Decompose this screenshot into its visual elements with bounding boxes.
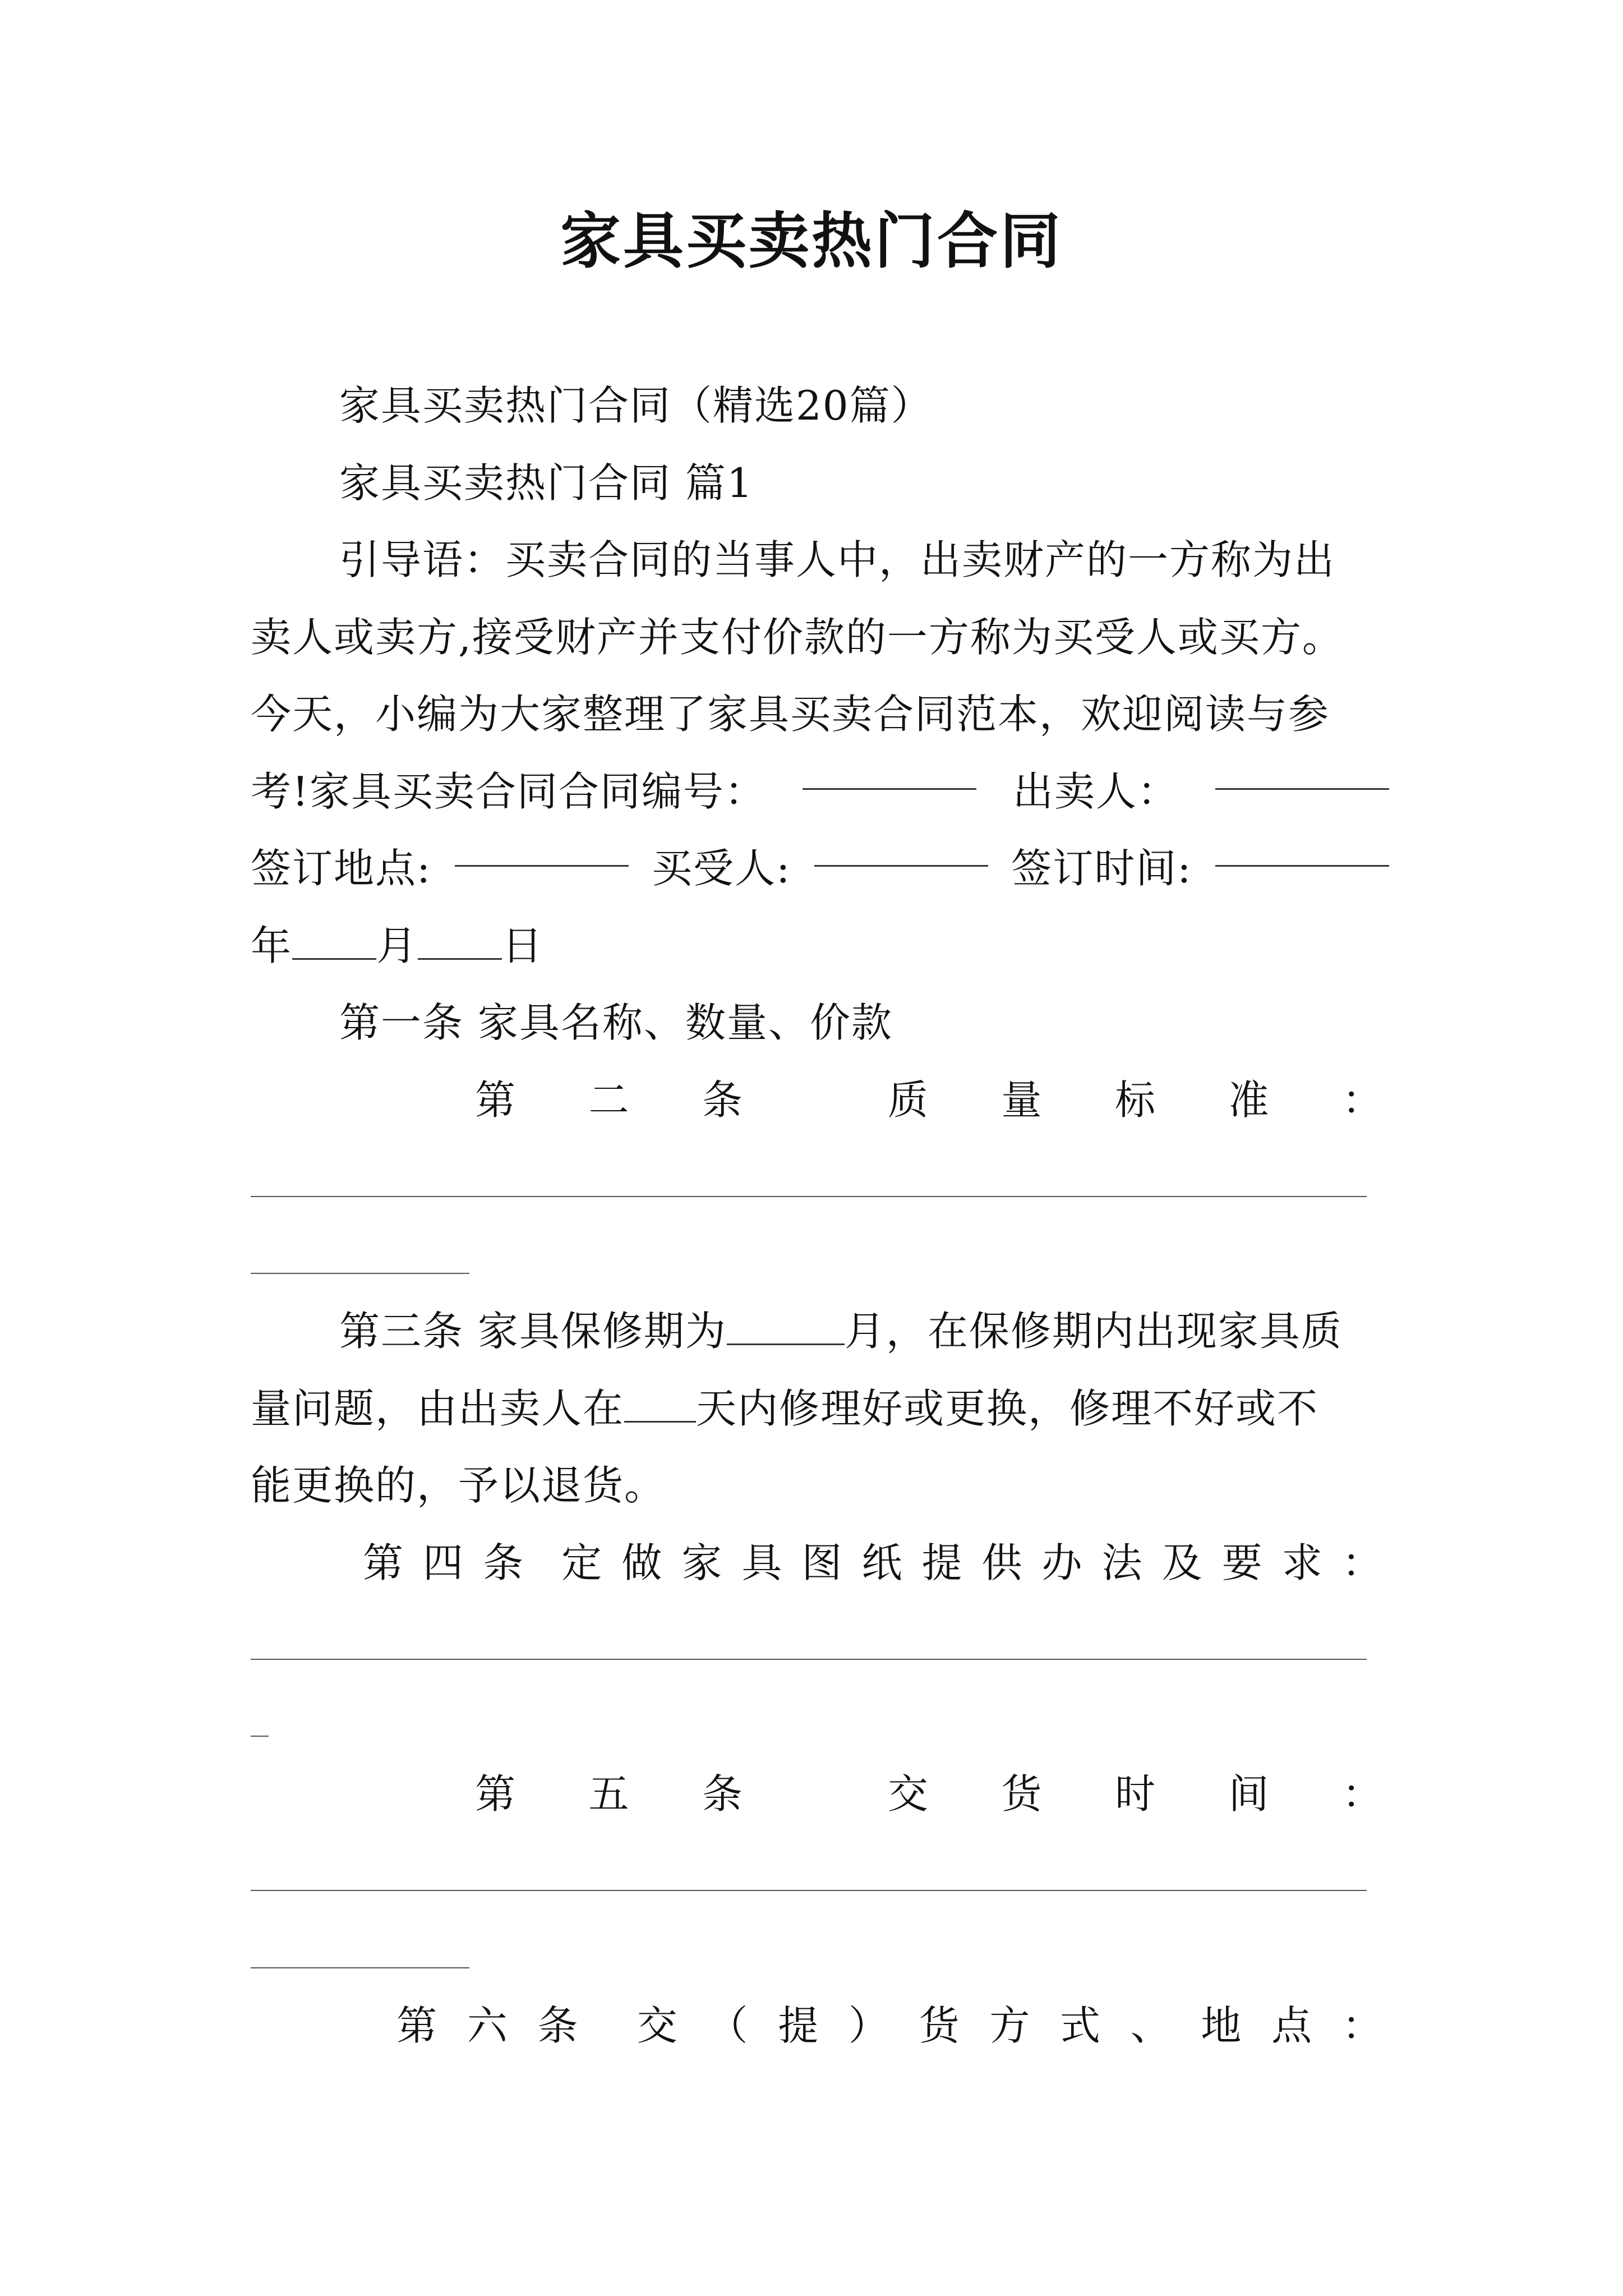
- article-4-char: 做: [621, 1539, 663, 1586]
- article-6-char: 提: [778, 2001, 820, 2049]
- article-5-fill-line-2: [251, 1910, 1389, 1987]
- article-6-char: 货: [919, 2001, 961, 2049]
- article-3-line-2: 量问题，由出卖人在 天内修理好或更换，修理不好或不: [251, 1384, 1319, 1432]
- article-5-char: 条: [702, 1770, 744, 1818]
- article-6-char: 交: [637, 2001, 679, 2049]
- article-6-char: 点: [1271, 2001, 1313, 2049]
- article-6-char: 条: [537, 2001, 579, 2049]
- article-6-char: 式: [1060, 2001, 1102, 2049]
- article-4: [251, 1525, 1389, 1602]
- subtitle: 家具买卖热门合同（精选20篇）: [339, 382, 933, 429]
- article-5-char: 第: [475, 1770, 517, 1818]
- article-5-char: 间: [1228, 1770, 1270, 1818]
- year-label: 年: [251, 922, 293, 969]
- article-4-char: 供: [981, 1539, 1023, 1586]
- meta-line-2: [251, 830, 1389, 908]
- article-3-line-3: 能更换的，予以退货。: [251, 1462, 666, 1509]
- contract-number-blank: [803, 753, 976, 790]
- article-5: [251, 1756, 1389, 1833]
- article-5-char: 时: [1114, 1770, 1156, 1818]
- contract-number-label: 考!家具买卖合同合同编号：: [251, 767, 766, 815]
- page-title: 家具买卖热门合同: [560, 206, 1063, 277]
- article-6-char: 方: [989, 2001, 1031, 2049]
- sign-time-blank: [1215, 830, 1389, 867]
- article-5-fill-line-1: [251, 1833, 1389, 1911]
- article-2-fill-line-1: [251, 1139, 1389, 1216]
- article-6: [251, 1987, 1389, 2065]
- article-2-char: 条: [702, 1076, 744, 1124]
- article-2-char: 质: [887, 1076, 929, 1124]
- article-4-char: 及: [1161, 1539, 1204, 1586]
- article-4-char: 条: [483, 1539, 525, 1586]
- article-2-char: 第: [475, 1076, 517, 1124]
- article-4-fill-line-1: [251, 1602, 1389, 1679]
- article-4-char: 具: [741, 1539, 783, 1586]
- month-label: 月: [376, 922, 418, 969]
- article-2: [251, 1062, 1389, 1139]
- intro-line-3: 今天，小编为大家整理了家具买卖合同范本，欢迎阅读与参: [251, 691, 1330, 738]
- article-6-char: 六: [467, 2001, 509, 2049]
- article-4-char: 提: [921, 1539, 963, 1586]
- article-5-char: ：: [1341, 1770, 1384, 1818]
- article-2-char: 量: [1001, 1076, 1043, 1124]
- meta-line-1: [251, 753, 1389, 831]
- article-3-line-1: 第三条 家具保修期为 月，在保修期内出现家具质: [339, 1308, 1343, 1355]
- article-5-char: 货: [1001, 1770, 1043, 1818]
- intro-line-2: 卖人或卖方,接受财产并支付价款的一方称为买受人或买方。: [251, 613, 1344, 661]
- sign-place-label: 签订地点:: [251, 845, 432, 892]
- article-4-char: 要: [1221, 1539, 1264, 1586]
- seller-blank: [1215, 753, 1389, 790]
- article-2-char: 准: [1228, 1076, 1270, 1124]
- article-2-char: 标: [1114, 1076, 1156, 1124]
- article-2-fill-line-2: [251, 1216, 1389, 1294]
- article-6-char: ：: [1341, 2001, 1384, 2049]
- day-blank: [418, 923, 502, 960]
- day-label: 日: [502, 922, 544, 969]
- warranty-months-blank: [727, 1309, 845, 1345]
- article-4-char: 第: [363, 1539, 405, 1586]
- article-6-char: ）: [848, 2001, 890, 2049]
- document-body: [251, 367, 1389, 2064]
- article-4-fill-line-2: [251, 1679, 1389, 1756]
- article-4-char: 家: [681, 1539, 723, 1586]
- article-4-char: 图: [801, 1539, 843, 1586]
- article-4-char: ：: [1341, 1539, 1384, 1586]
- month-blank: [292, 923, 376, 960]
- intro-line-1: 引导语：买卖合同的当事人中，出卖财产的一方称为出: [339, 536, 1336, 583]
- sign-time-label: 签订时间:: [1011, 845, 1192, 892]
- buyer-blank: [814, 830, 988, 867]
- article-6-char: 地: [1201, 2001, 1243, 2049]
- date-line: [251, 908, 1389, 985]
- article-6-char: （: [707, 2001, 749, 2049]
- seller-label: 出卖人：: [1012, 767, 1179, 815]
- article-4-char: 定: [561, 1539, 603, 1586]
- article-5-char: 五: [588, 1770, 630, 1818]
- sign-place-blank: [455, 830, 629, 867]
- article-4-char: 法: [1101, 1539, 1144, 1586]
- buyer-label: 买受人:: [652, 845, 791, 892]
- article-4-char: 办: [1041, 1539, 1083, 1586]
- article-4-char: 四: [423, 1539, 465, 1586]
- article-1: 第一条 家具名称、数量、价款: [339, 999, 893, 1046]
- article-6-char: 第: [396, 2001, 439, 2049]
- article-4-char: 纸: [861, 1539, 903, 1586]
- article-2-char: 二: [588, 1076, 630, 1124]
- article-6-char: 、: [1130, 2001, 1172, 2049]
- article-2-char: ：: [1341, 1076, 1384, 1124]
- section-heading: 家具买卖热门合同 篇1: [339, 459, 754, 507]
- repair-days-blank: [624, 1386, 696, 1423]
- article-4-char: 求: [1281, 1539, 1324, 1586]
- article-5-char: 交: [887, 1770, 929, 1818]
